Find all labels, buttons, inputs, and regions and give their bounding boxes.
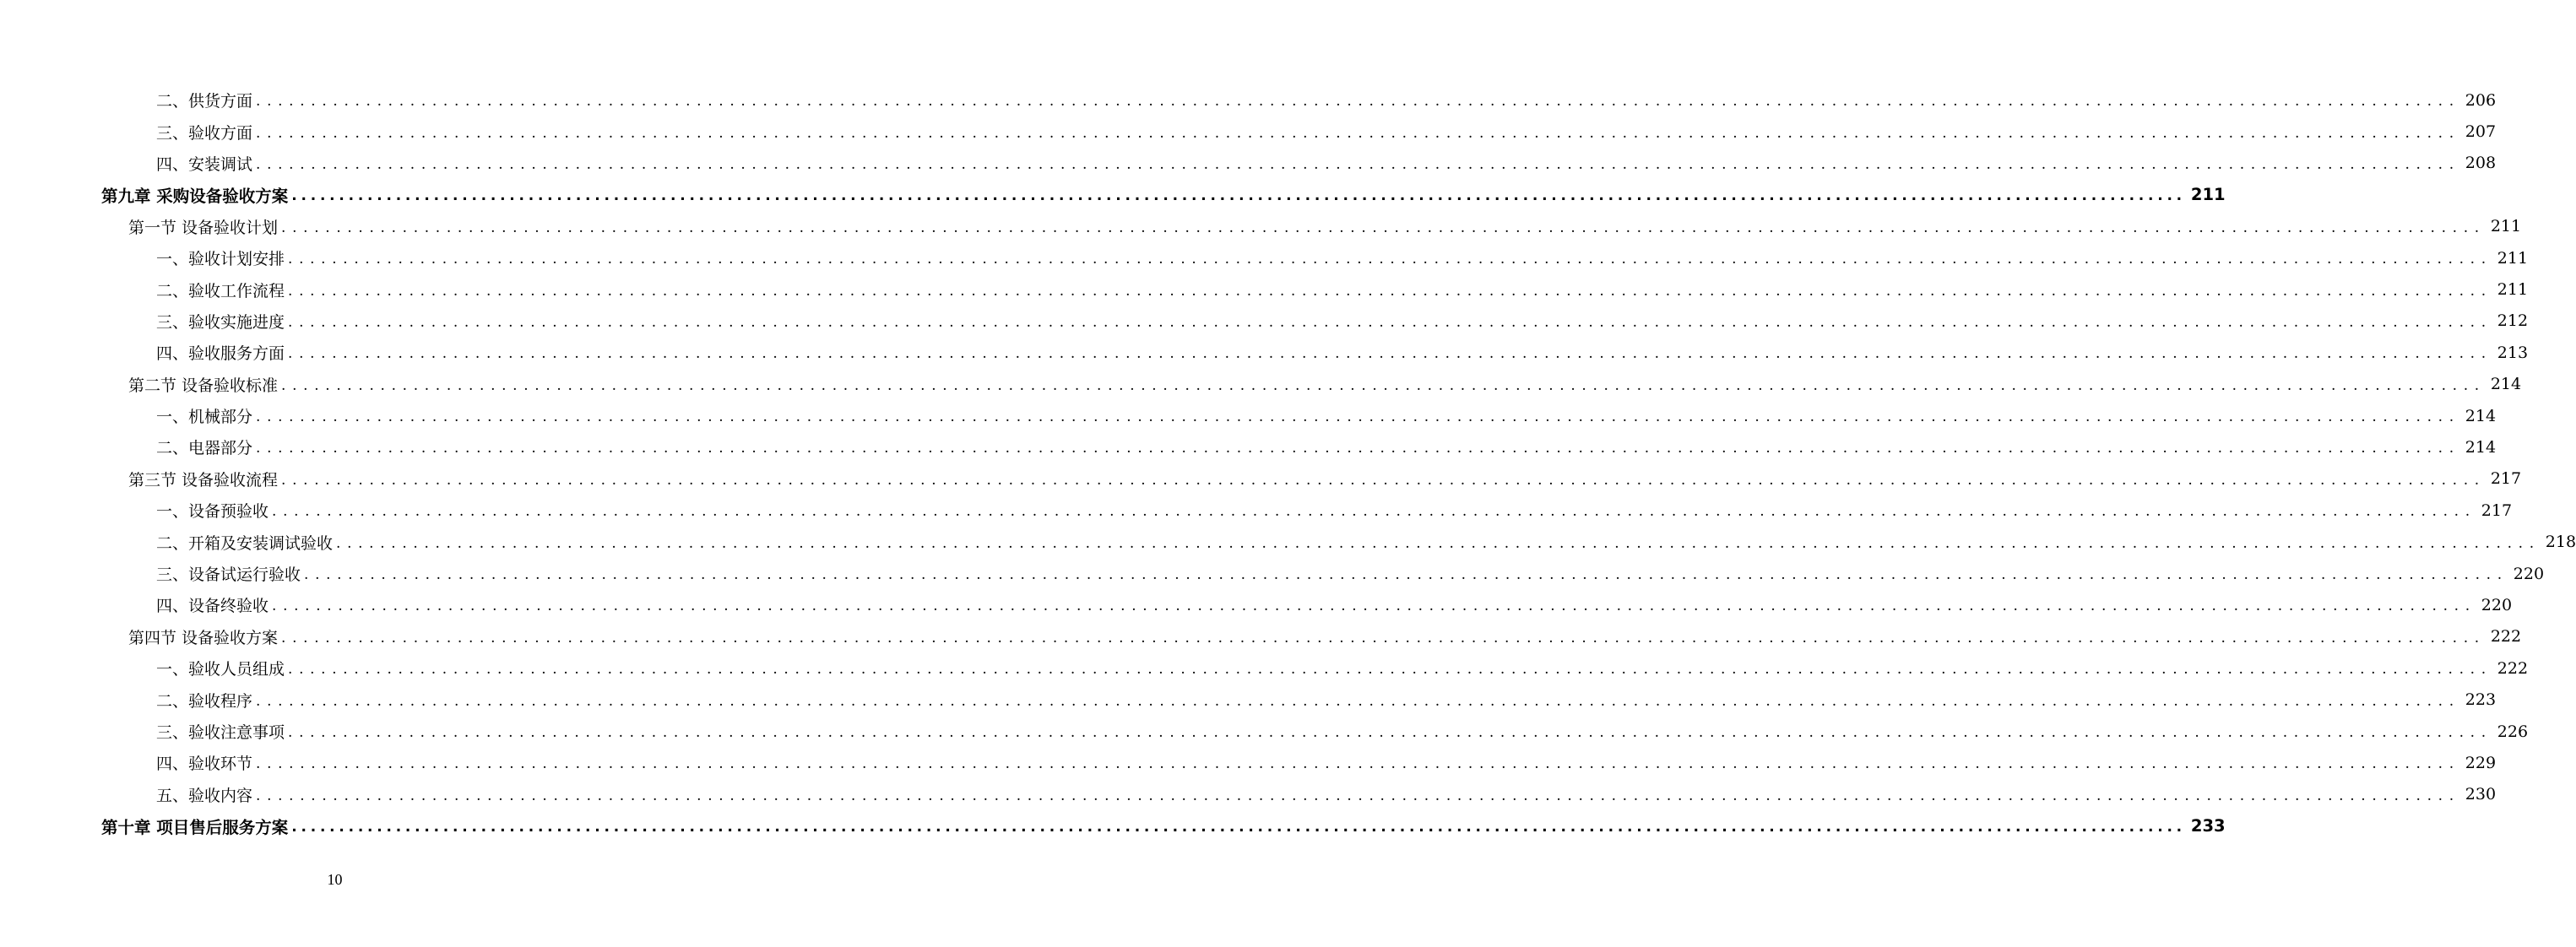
toc-entry-title: 二、验收程序 xyxy=(156,691,253,711)
toc-dot-leader: ........................................................................................................................................................................................................ xyxy=(281,629,2486,647)
toc-entry-title: 第一节 设备验收计划 xyxy=(128,218,279,237)
toc-entry-page: 220 xyxy=(2513,564,2545,583)
toc-dot-leader: ........................................................................................................................................................................................................ xyxy=(288,661,2492,679)
toc-item-entry[interactable] xyxy=(0,431,2497,463)
toc-entry-page: 214 xyxy=(2465,437,2497,457)
toc-dot-leader: ........................................................................................................................................................................................................ xyxy=(281,219,2486,236)
toc-dot-leader: ........................................................................................................................................................................................................ xyxy=(256,787,2460,804)
toc-entry-title: 三、设备试运行验收 xyxy=(156,565,301,585)
toc-section-entry[interactable] xyxy=(0,463,2522,495)
toc-item-entry[interactable] xyxy=(0,400,2497,431)
toc-dot-leader: ........................................................................................................................................................................................................ xyxy=(256,409,2460,426)
toc-item-entry[interactable] xyxy=(0,84,2497,116)
toc-dot-leader: ........................................................................................................................................................................................................ xyxy=(288,251,2492,268)
toc-entry-title: 一、机械部分 xyxy=(156,408,253,427)
toc-entry-title: 第二节 设备验收标准 xyxy=(128,376,279,395)
toc-item-entry[interactable] xyxy=(0,684,2497,715)
toc-entry-title: 第九章 采购设备验收方案 xyxy=(101,186,289,206)
toc-entry-page: 208 xyxy=(2465,154,2497,173)
toc-item-entry[interactable] xyxy=(0,306,2529,337)
toc-entry-page: 207 xyxy=(2465,122,2497,142)
toc-dot-leader: ........................................................................................................................................................................................................ xyxy=(256,440,2460,457)
toc-item-entry[interactable] xyxy=(0,747,2497,778)
toc-entry-page: 229 xyxy=(2465,753,2497,772)
toc-section-entry[interactable] xyxy=(0,369,2522,400)
toc-dot-leader: ........................................................................................................................................................................................................ xyxy=(272,503,2476,521)
toc-item-entry[interactable] xyxy=(0,779,2497,810)
toc-entry-title: 四、验收服务方面 xyxy=(156,344,285,364)
toc-entry-page: 217 xyxy=(2490,469,2522,489)
toc-entry-title: 五、验收内容 xyxy=(156,786,253,805)
toc-entry-title: 第四节 设备验收方案 xyxy=(128,628,279,647)
toc-entry-page: 211 xyxy=(2497,248,2529,268)
toc-item-entry[interactable] xyxy=(0,242,2529,273)
toc-entry-page: 211 xyxy=(2190,185,2226,205)
toc-item-entry[interactable] xyxy=(0,558,2545,589)
toc-entry-page: 211 xyxy=(2490,217,2522,236)
toc-entry-page: 222 xyxy=(2490,627,2522,647)
toc-entry-title: 一、验收计划安排 xyxy=(156,250,285,269)
toc-entry-title: 三、验收注意事项 xyxy=(156,723,285,742)
toc-entry-title: 一、设备预验收 xyxy=(156,502,269,522)
toc-dot-leader: ........................................................................................................................................................................................................ xyxy=(272,598,2476,615)
toc-chapter-entry[interactable] xyxy=(0,810,2226,841)
toc-entry-title: 二、开箱及安装调试验收 xyxy=(156,533,334,553)
toc-dot-leader: ........................................................................................................................................................................................................ xyxy=(256,93,2460,111)
toc-dot-leader: ........................................................................................................................................................................................................ xyxy=(288,724,2492,741)
toc-dot-leader: ........................................................................................................................................................................................................ xyxy=(291,187,2186,205)
toc-dot-leader: ........................................................................................................................................................................................................ xyxy=(256,124,2460,142)
toc-entry-page: 218 xyxy=(2545,533,2576,552)
toc-entry-title: 四、安装调试 xyxy=(156,154,253,174)
toc-section-entry[interactable] xyxy=(0,621,2522,652)
toc-entry-page: 206 xyxy=(2465,90,2497,110)
toc-entry-title: 二、电器部分 xyxy=(156,439,253,458)
toc-entry-page: 214 xyxy=(2465,406,2497,425)
toc-entry-page: 226 xyxy=(2497,722,2529,741)
toc-entry-page: 212 xyxy=(2497,311,2529,331)
toc-section-entry[interactable] xyxy=(0,211,2522,242)
toc-entry-title: 一、验收人员组成 xyxy=(156,660,285,679)
toc-dot-leader: ........................................................................................................................................................................................................ xyxy=(256,692,2460,710)
toc-item-entry[interactable] xyxy=(0,273,2529,305)
toc-item-entry[interactable] xyxy=(0,495,2513,526)
toc-item-entry[interactable] xyxy=(0,526,2576,557)
toc-entry-page: 233 xyxy=(2190,816,2226,836)
toc-entry-title: 二、供货方面 xyxy=(156,92,253,111)
toc-dot-leader: ........................................................................................................................................................................................................ xyxy=(281,471,2486,489)
toc-item-entry[interactable] xyxy=(0,652,2529,684)
toc-entry-page: 214 xyxy=(2490,375,2522,394)
toc-entry-title: 第三节 设备验收流程 xyxy=(128,470,279,490)
toc-entry-title: 第十章 项目售后服务方案 xyxy=(101,817,289,837)
toc-dot-leader: ........................................................................................................................................................................................................ xyxy=(288,345,2492,363)
toc-dot-leader: ........................................................................................................................................................................................................ xyxy=(256,155,2460,173)
toc-entry-title: 二、验收工作流程 xyxy=(156,281,285,300)
toc-entry-title: 四、设备终验收 xyxy=(156,597,269,616)
page-number: 10 xyxy=(327,871,343,888)
toc-entry-page: 217 xyxy=(2481,501,2513,520)
toc-dot-leader: ........................................................................................................................................................................................................ xyxy=(288,282,2492,300)
toc-item-entry[interactable] xyxy=(0,337,2529,368)
toc-entry-page: 223 xyxy=(2465,690,2497,710)
toc-dot-leader: ........................................................................................................................................................................................................ xyxy=(288,313,2492,331)
toc-item-entry[interactable] xyxy=(0,116,2497,147)
toc-entry-page: 220 xyxy=(2481,595,2513,614)
toc-dot-leader: ........................................................................................................................................................................................................ xyxy=(291,819,2186,836)
toc-dot-leader: ........................................................................................................................................................................................................ xyxy=(281,376,2486,394)
table-of-contents xyxy=(0,84,2576,841)
toc-entry-title: 三、验收方面 xyxy=(156,123,253,143)
toc-dot-leader: ........................................................................................................................................................................................................ xyxy=(336,534,2541,552)
toc-dot-leader: ........................................................................................................................................................................................................ xyxy=(256,755,2460,773)
toc-entry-page: 213 xyxy=(2497,343,2529,362)
toc-entry-title: 三、验收实施进度 xyxy=(156,312,285,332)
toc-entry-page: 211 xyxy=(2497,280,2529,300)
toc-entry-page: 222 xyxy=(2497,658,2529,678)
toc-entry-page: 230 xyxy=(2465,785,2497,804)
toc-item-entry[interactable] xyxy=(0,148,2497,179)
toc-chapter-entry[interactable] xyxy=(0,179,2226,210)
toc-entry-title: 四、验收环节 xyxy=(156,755,253,774)
toc-item-entry[interactable] xyxy=(0,589,2513,620)
toc-item-entry[interactable] xyxy=(0,716,2529,747)
toc-dot-leader: ........................................................................................................................................................................................................ xyxy=(304,566,2508,584)
